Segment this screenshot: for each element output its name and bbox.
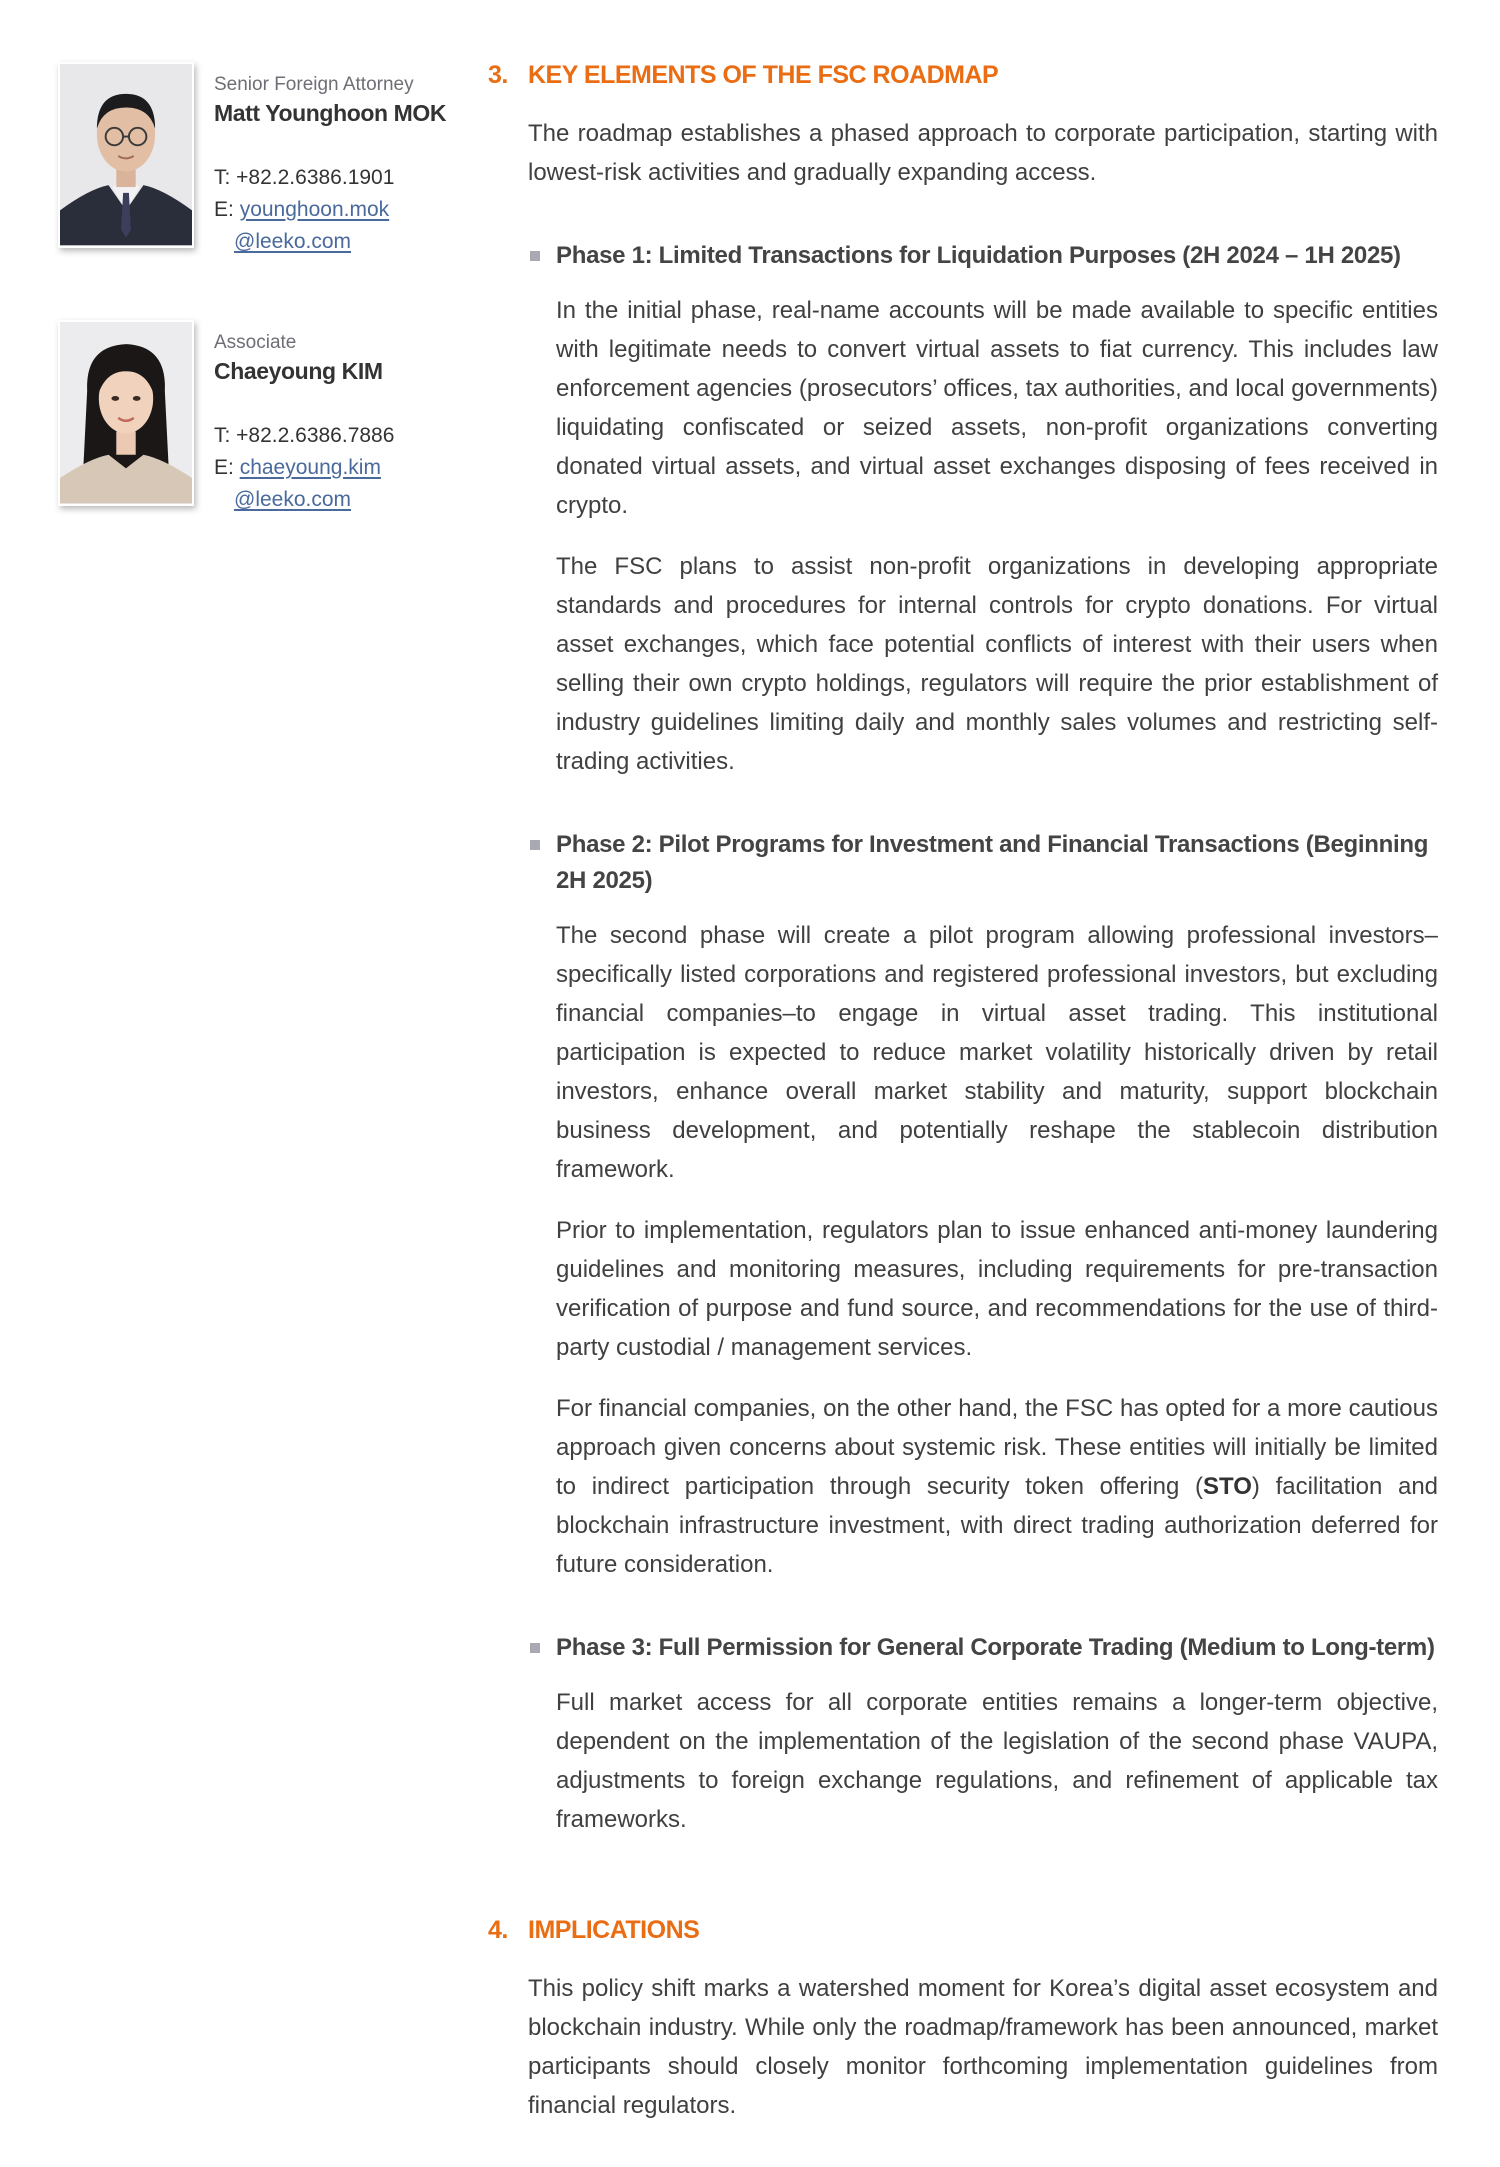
phase-body (556, 291, 1438, 781)
email-link-domain[interactable]: @leeko.com (234, 488, 352, 511)
contact-phone: T: +82.2.6386.7886 (214, 424, 395, 447)
email-prefix: E: (214, 198, 240, 221)
section-implications (488, 1913, 1438, 2125)
phase-title (528, 1630, 1438, 1666)
phase-title-text: Phase 2: Pilot Programs for Investment and Financial Transactions (Beginning 2H 2025) (556, 831, 1429, 894)
phase-1 (528, 238, 1438, 781)
section-heading (488, 1913, 1438, 1947)
section-intro: This policy shift marks a watershed moment for Korea’s digital asset ecosystem and blockchain industry. While only the roadmap/framework has been announced, market participants should closely monitor forthcoming implementation guidelines from financial regulators. (528, 1975, 1438, 2119)
contact-role: Associate (214, 332, 297, 353)
section-title: KEY ELEMENTS OF THE FSC ROADMAP (528, 61, 999, 89)
contact-card-mok (58, 62, 458, 258)
phase-body (556, 1683, 1438, 1839)
email-link-user[interactable]: younghoon.mok (239, 198, 390, 221)
contacts-sidebar (58, 62, 458, 578)
email-link-domain[interactable]: @leeko.com (234, 230, 352, 253)
article-body (488, 58, 1438, 2125)
email-prefix: E: (214, 456, 240, 479)
paragraph-text: For financial companies, on the other hand, the FSC has opted for a more cautious approach given concerns about systemic risk. These entities will initially be limited to indirect participation through security token offering ( (556, 1395, 1438, 1500)
portrait-illustration (60, 64, 192, 246)
sto-term: STO (1202, 1473, 1252, 1500)
contact-info-kim (214, 320, 394, 516)
square-bullet-icon (528, 827, 556, 899)
phase-title-text: Phase 3: Full Permission for General Corporate Trading (Medium to Long-term) (556, 1634, 1435, 1661)
phase-2 (528, 827, 1438, 1584)
contact-email (214, 452, 394, 516)
paragraph (556, 1389, 1438, 1584)
paragraph: Full market access for all corporate entities remains a longer-term objective, dependent on the implementation of the legislation of the second phase VAUPA, adjustments to foreign exchange regulations, and refinement of applicable tax frameworks. (556, 1689, 1438, 1833)
paragraph: The FSC plans to assist non-profit organizations in developing appropriate standards and procedures for internal controls for crypto donations. For virtual asset exchanges, which face potential conflicts of interest with their users when selling their own crypto holdings, regulators will require the prior establishment of industry guidelines limiting daily and monthly sales volumes and restricting self-trading activities. (556, 553, 1438, 775)
square-bullet-icon (528, 238, 556, 274)
square-bullet-icon (528, 1630, 556, 1666)
contact-name: Chaeyoung KIM (214, 358, 383, 384)
portrait-photo-kim (58, 320, 194, 506)
contact-info-mok (214, 62, 446, 258)
section-key-elements (488, 58, 1438, 1839)
contact-name: Matt Younghoon MOK (214, 100, 447, 126)
section-heading (488, 58, 1438, 92)
paragraph: The second phase will create a pilot program allowing professional investors–specifically listed corporations and registered professional investors, but excluding financial companies–to engage in virtual asset trading. This institutional participation is expected to reduce market volatility historically driven by retail investors, enhance overall market stability and maturity, support blockchain business development, and potentially reshape the stablecoin distribution framework. (556, 922, 1438, 1183)
email-link-user[interactable]: chaeyoung.kim (239, 456, 381, 479)
phase-title-text: Phase 1: Limited Transactions for Liquidation Purposes (2H 2024 – 1H 2025) (556, 242, 1401, 269)
contact-card-kim (58, 320, 458, 516)
paragraph: Prior to implementation, regulators plan to issue enhanced anti-money laundering guidelines and monitoring measures, including requirements for pre-transaction verification of purpose and fund source, and recommendations for the use of third-party custodial / management services. (556, 1217, 1438, 1361)
phase-title (528, 238, 1438, 274)
section-intro: The roadmap establishes a phased approach to corporate participation, starting with lowest-risk activities and gradually expanding access. (528, 120, 1438, 186)
contact-email (214, 194, 446, 258)
paragraph-text: ) facilitation and blockchain infrastructure investment, with direct trading authorization deferred for future consideration. (556, 1473, 1439, 1578)
phase-body (556, 916, 1438, 1584)
phase-3 (528, 1630, 1438, 1839)
contact-role: Senior Foreign Attorney (214, 74, 414, 95)
portrait-photo-mok (58, 62, 194, 248)
section-number: 3. (488, 61, 508, 89)
phase-title (528, 827, 1438, 899)
contact-phone: T: +82.2.6386.1901 (214, 166, 395, 189)
section-title: IMPLICATIONS (528, 1916, 700, 1944)
section-number: 4. (488, 1916, 508, 1944)
paragraph: In the initial phase, real-name accounts will be made available to specific entities with legitimate needs to convert virtual assets to fiat currency. This includes law enforcement agencies (prosecutors’ offices, tax authorities, and local governments) liquidating confiscated or seized assets, non-profit organizations converting donated virtual assets, and virtual asset exchanges disposing of fees received in crypto. (556, 297, 1438, 519)
portrait-illustration (60, 322, 192, 504)
